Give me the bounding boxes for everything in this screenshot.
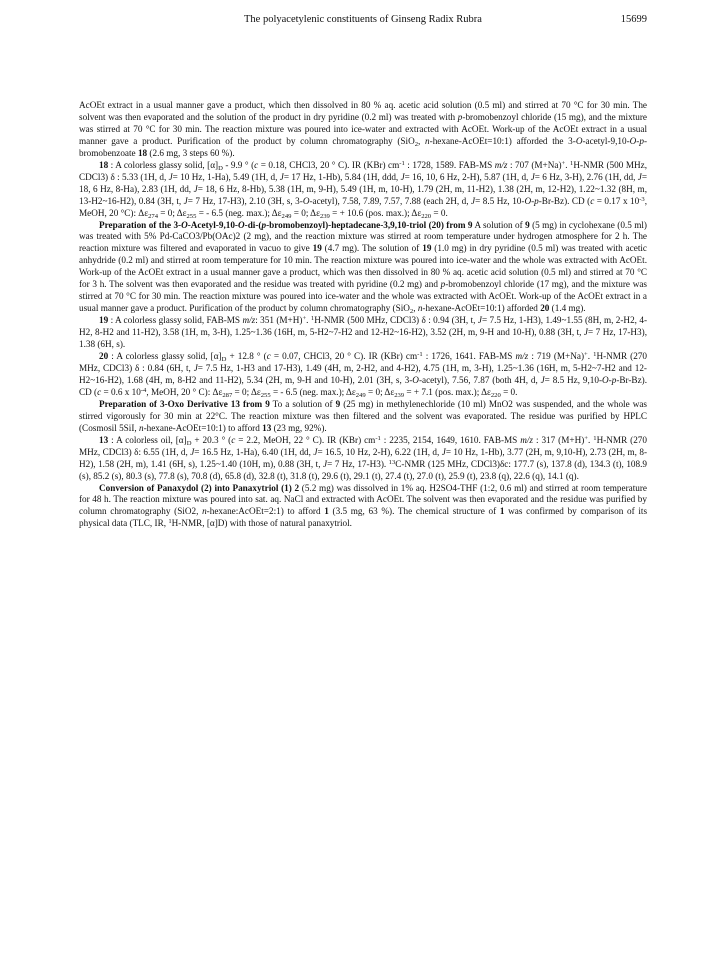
text-run: 1 xyxy=(593,434,597,442)
text-run: J xyxy=(313,446,318,457)
text-run: 255 xyxy=(260,391,271,399)
text-run: -bromobenzoyl)-heptadecane-3,9,10-triol (20) from 9 xyxy=(266,219,473,230)
text-run: O xyxy=(302,195,310,206)
text-run: = 2.2, MeOH, 22 ° C). IR (KBr) cm xyxy=(235,434,376,445)
text-run: = 7 Hz, 17-H3), 1.38 (6H, s). xyxy=(79,327,647,350)
text-run: c xyxy=(231,434,236,445)
text-run: -hexane-AcOEt=10:1) afforded xyxy=(422,303,541,314)
text-run: , MeOH, 20 ° C): Δε xyxy=(146,386,223,397)
text-run: C-NMR (125 MHz, CDCl3)δc: 177.7 (s), 137.8 (d), 134.3 (t), 108.9 (s), 85.2 (s), 80.3 (s), 77.8 (s), 70.8 (d), 65.8 (d), 32.8 (t), 31.8 (t), 29.6 (t), 29.1 (t), 27.4 (t), 27.0 (t), 25.9 (t), 23.8 (q), 22.6 (q), 14.1 (q). xyxy=(79,458,648,481)
text-run: J xyxy=(477,315,482,326)
text-run: 1 xyxy=(168,518,172,526)
text-run: 249 xyxy=(281,212,292,220)
text-run: = + 10.6 (pos. max.); Δε xyxy=(329,207,422,218)
text-run: -hexane-AcOEt=10:1) to afford xyxy=(143,422,263,433)
text-run: J xyxy=(193,183,198,194)
text-run: J xyxy=(183,195,188,206)
running-title: The polyacetylenic constituents of Ginseng Radix Rubra xyxy=(244,14,482,25)
text-run: (25 mg) in methylenechloride (10 ml) MnO2 was suspended, and the whole was stirred vigorously for 30 min at 22°C. The reaction mixture was then filtered and the solvent was evaporated. The residue was purified by HPLC (Cosmosil 5SiI, xyxy=(79,398,647,433)
text-run: = 7.5 Hz, 1-H3 and 17-H3), 1.49 (4H, m, 2-H2, and 4-H2), 4.75 (1H, m, 3-H), 1.25~1.36 (16H, m, 5-H2~7-H2 and 12-H2~16-H2), 1.68 (4H, m, 8-H2 and 11-H2), 5.34 (2H, m, 9-H and 10-H), 2.01 (3H, s, 3- xyxy=(79,362,647,385)
text-run: : A colorless oil, [α] xyxy=(108,434,187,445)
text-run: = 17 Hz, 1-Hb), 5.84 (1H, ddd, xyxy=(283,171,401,182)
text-run: Preparation of the 3- xyxy=(99,219,182,230)
text-run: = + 7.1 (pos. max.); Δε xyxy=(404,386,491,397)
text-run: was confirmed by comparison of its physical data (TLC, IR, xyxy=(79,506,648,529)
text-run: -bromobenzoate xyxy=(79,135,648,158)
text-run: - xyxy=(608,374,612,385)
text-run: J xyxy=(530,171,535,182)
text-run: 18 xyxy=(137,147,148,158)
text-run: = - 6.5 (neg. max.); Δε xyxy=(196,207,282,218)
text-run: 2 xyxy=(409,308,414,316)
text-run: (2.6 mg, 3 steps 60 %). xyxy=(147,147,235,158)
text-run: -3 xyxy=(639,195,645,203)
text-run: J xyxy=(193,362,198,373)
text-run: , xyxy=(413,303,418,314)
text-run: p xyxy=(639,135,644,146)
text-run: J xyxy=(168,171,173,182)
paragraph-preparation-20 xyxy=(79,220,647,316)
text-run: 13 xyxy=(388,458,396,466)
text-run: Conversion of Panaxydol (2) into Panaxytriol (1) xyxy=(99,482,292,493)
text-run: 287 xyxy=(222,391,233,399)
paragraph-ester-18-synthesis xyxy=(79,100,647,160)
text-run: 220 xyxy=(421,212,432,220)
text-run: , MeOH, 20 °C): Δε xyxy=(79,195,647,218)
text-run: m/z xyxy=(242,315,256,326)
text-run: (5 mg) in cyclohexane (0.5 ml) was treated with 5% Pd-CaCO3/Pb(OAc)2 (2 mg), and the reaction mixture was stirred at room temperature under hydrogen atmosphere for 2 h. The reaction mixture was filtered and evaporated in vacuo to give xyxy=(79,219,647,254)
text-run: J xyxy=(279,171,284,182)
text-run: -acetyl), 7.58, 7.89, 7.57, 7.88 (each 2H, d, xyxy=(309,195,472,206)
text-run: : 707 (M+Na) xyxy=(507,159,562,170)
text-run: To a solution of xyxy=(269,398,336,409)
paragraph-compound-19-data xyxy=(79,315,647,351)
text-run: = 16.5, 10 Hz, 2-H), 6.22 (1H, d, xyxy=(317,446,442,457)
text-run: : 2235, 2154, 1649, 1610. FAB-MS xyxy=(380,434,521,445)
text-run: -hexane-AcOEt=10:1) afforded the 3- xyxy=(429,135,576,146)
text-run: (5.2 mg) was dissolved in 1% aq. H2SO4-THF (1:2, 0.6 ml) and stirred at room temperature for 48 h. The reaction mixture was poured into sat. aq. NaCl and extracted with AcOEt. The solvent was then evaporated and the residue was purified by column chromatography (SiO2, xyxy=(79,482,647,517)
text-run: 239 xyxy=(319,212,330,220)
text-run: : A colorless glassy solid, [α] xyxy=(108,351,222,362)
text-run: (3.5 mg, 63 %). The chemical structure of xyxy=(328,506,500,517)
text-run: -di-( xyxy=(244,219,262,230)
text-run: 9 xyxy=(335,398,341,409)
paragraph-compound-18-data xyxy=(79,160,647,220)
text-run: = 0; Δε xyxy=(232,386,261,397)
text-run: 1 xyxy=(310,315,315,323)
text-run: 13 xyxy=(99,434,109,445)
text-run: O xyxy=(524,195,532,206)
text-run: = 0.6 x 10 xyxy=(101,386,141,397)
text-run: -Acetyl-9,10- xyxy=(187,219,238,230)
text-run: m/z xyxy=(520,434,533,445)
text-run: : A colorless glassy solid, [α] xyxy=(108,159,219,170)
text-run: = 0; Δε xyxy=(158,207,187,218)
text-run: = 7.5 Hz, 1-H3), 1.49~1.55 (8H, m, 2-H2, 4-H2, 8-H2 and 11-H2), 3.58 (1H, m, 3-H), 1.25~1.36 (16H, m, 5-H2~7-H2 and 12-H2~16-H2), 3.52 (2H, m, 9-H and 10-H), 0.88 (3H, t, xyxy=(79,315,648,338)
text-run: n xyxy=(138,422,144,433)
text-run: 2 xyxy=(294,482,300,493)
text-run: J xyxy=(323,458,328,469)
text-run: O xyxy=(412,374,419,385)
text-run: O xyxy=(181,219,188,230)
text-run: m/z xyxy=(494,159,508,170)
text-run: + xyxy=(302,315,307,323)
text-run: n xyxy=(202,506,207,517)
text-run: -Br-Bz). CD ( xyxy=(79,374,647,397)
text-run: -1 xyxy=(375,434,381,442)
text-run: = 0. xyxy=(431,207,448,218)
text-run: 19 xyxy=(422,243,432,254)
paragraph-preparation-13 xyxy=(79,399,647,435)
text-run: 9 xyxy=(525,219,530,230)
paragraph-compound-20-data xyxy=(79,351,647,399)
text-run: = 0.07, CHCl3, 20 ° C). IR (KBr) cm xyxy=(270,351,418,362)
text-run: H-NMR, [α]D) with those of natural panaxytriol. xyxy=(171,518,352,529)
text-run: n xyxy=(425,135,430,146)
text-run: D xyxy=(221,356,227,364)
text-run: : 317 (M+H) xyxy=(533,434,585,445)
text-run: 13 xyxy=(262,422,272,433)
text-run: 1 xyxy=(593,351,597,359)
text-run: O xyxy=(602,374,609,385)
text-run: = 16, 10, 6 Hz, 2-H), 5.87 (1H, d, xyxy=(404,171,531,182)
text-run: (1.4 mg). xyxy=(549,303,586,314)
text-run: = 0; Δε xyxy=(291,207,320,218)
text-run: A solution of xyxy=(472,219,526,230)
text-run: J xyxy=(637,171,642,182)
text-run: = 16.5 Hz, 1-Ha), 6.40 (1H, dd, xyxy=(194,446,314,457)
text-run: c xyxy=(266,351,271,362)
article-body xyxy=(79,100,647,530)
text-run: = 18, 6 Hz, 8-Hb), 5.38 (1H, m, 9-H), 5.49 (1H, m, 10-H), 1.79 (2H, m, 11-H2), 1.38 (2H, m, 12-H2), 1.22~1.32 (8H, m, 13-H2~16-H2), 0.84 (3H, t, xyxy=(79,183,648,206)
text-run: -Br-Bz). CD ( xyxy=(538,195,591,206)
text-run: 1 xyxy=(570,159,574,167)
text-run: - xyxy=(636,135,640,146)
text-run: 20 xyxy=(99,351,109,362)
text-run: = 0.18, CHCl3, 20 ° C). IR (KBr) cm xyxy=(258,159,400,170)
text-run: : 351 (M+H) xyxy=(255,315,303,326)
text-run: + xyxy=(561,159,566,167)
text-run: = 0. xyxy=(500,386,518,397)
text-run: -bromobenzoyl chloride (17 mg), and the mixture was stirred at 70 °C for 30 min. The reaction mixture was poured into ice-water and the whole was extracted with AcOEt. Work-up of the AcOEt extract in a usual manner gave a product. Purification of the product by column chromatography (SiO xyxy=(79,279,647,314)
text-run: -acetyl-9,10- xyxy=(582,135,630,146)
text-run: J xyxy=(190,446,195,457)
text-run: = 10 Hz, 1-Ha), 5.49 (1H, d, xyxy=(172,171,280,182)
text-run: + 12.8 ° ( xyxy=(226,351,267,362)
text-run: 19 xyxy=(312,243,322,254)
text-run: 20 xyxy=(540,303,550,314)
text-run: c xyxy=(97,386,102,397)
text-run: 1 xyxy=(499,506,505,517)
text-run: D xyxy=(218,164,223,172)
text-run: -1 xyxy=(417,351,423,359)
text-run: c xyxy=(254,159,259,170)
text-run: + xyxy=(584,434,589,442)
text-run: J xyxy=(441,446,446,457)
text-run: = 18, 6 Hz, 8-Ha), 2.83 (1H, dd, xyxy=(79,171,648,194)
text-run: 18 xyxy=(99,159,109,170)
running-header xyxy=(79,14,647,30)
text-run: p xyxy=(457,111,463,122)
text-run: p xyxy=(261,219,267,230)
text-run: H-NMR (270 MHz, CDCl3) δ : 0.84 (6H, t, xyxy=(79,351,648,373)
text-run: = 6 Hz, 3-H), 2.76 (1H, dd, xyxy=(534,171,638,182)
paragraph-conversion-panaxydol xyxy=(79,483,647,531)
text-run: = 0.17 x 10 xyxy=(594,195,640,206)
text-run: 239 xyxy=(394,391,405,399)
text-run: = 8.5 Hz, 10- xyxy=(475,195,525,206)
text-run: O xyxy=(238,219,245,230)
text-run: -acetyl), 7.56, 7.87 (both 4H, d, xyxy=(418,374,541,385)
text-run: : 719 (M+Na) xyxy=(528,351,585,362)
text-run: -4 xyxy=(140,386,147,394)
text-run: n xyxy=(417,303,423,314)
text-run: 19 xyxy=(99,315,109,326)
text-run: 1 xyxy=(324,506,329,517)
text-run: = 7 Hz, 17-H3). xyxy=(327,458,389,469)
text-run: (1.0 mg) in dry pyridine (0.5 ml) was treated with acetic anhydride (0.2 ml) and stirred at room temperature for 10 min. The reaction mixture was poured into ice-water and the whole was extracted with AcOEt. Work-up of the AcOEt extract in a usual manner gave a product, which was then dissolved in 80 % aq. acetic acid solution (0.5 ml) and stirred at 70 °C for 3 h. The solvent was then evaporated and the residue was treated with pyridine (0.2 mg) and xyxy=(79,243,647,290)
text-run: = 7 Hz, 17-H3), 2.10 (3H, s, 3- xyxy=(187,195,303,206)
text-run: . xyxy=(588,434,594,445)
text-run: . xyxy=(565,159,571,170)
text-run: -1 xyxy=(399,159,405,167)
text-run: Preparation of 3-Oxo Derivative 13 from 9 xyxy=(99,398,270,409)
text-run: c xyxy=(590,195,595,206)
text-run: : A colorless glassy solid, FAB-MS xyxy=(108,315,243,326)
text-run: m/z xyxy=(515,351,529,362)
text-run: . xyxy=(587,351,594,362)
text-run: = 10 Hz, 1-Hb), 3.77 (2H, m, 9,10-H), 2.73 (2H, m, 8-H2), 1.58 (2H, m), 1.41 (6H, s), 1.25~1.40 (10H, m), 0.88 (3H, t, xyxy=(79,446,648,469)
text-run: = 8.5 Hz, 9,10- xyxy=(544,374,603,385)
paragraph-compound-13-data xyxy=(79,435,647,483)
text-run: 2 xyxy=(414,140,419,148)
text-run: p xyxy=(534,195,539,206)
text-run: H-NMR (270 MHz, CDCl3) δ: 6.55 (1H, d, xyxy=(79,434,647,457)
text-run: H-NMR (500 MHz, CDCl3) δ : 5.33 (1H, d, xyxy=(79,159,648,182)
text-run: - 9.9 ° ( xyxy=(222,159,255,170)
text-run: . xyxy=(306,315,311,326)
text-run: -hexane:AcOEt=2:1) to afford xyxy=(206,506,325,517)
text-run: O xyxy=(629,135,637,146)
text-run: H-NMR (500 MHz, CDCl3) δ : 0.94 (3H, t, xyxy=(314,315,478,326)
text-run: : 1726, 1641. FAB-MS xyxy=(422,351,516,362)
text-run: : 1728, 1589. FAB-MS xyxy=(404,159,495,170)
text-run: , xyxy=(418,135,426,146)
text-run: 274 xyxy=(148,212,158,220)
text-run: J xyxy=(400,171,405,182)
page-number: 15699 xyxy=(620,14,647,25)
text-run: p xyxy=(440,279,446,290)
text-run: 255 xyxy=(186,212,197,220)
text-run: (23 mg, 92%). xyxy=(271,422,327,433)
text-run: -bromobenzoyl chloride (15 mg), and the mixture was stirred at 70 °C for 30 min. The reaction mixture was poured into ice-water and extracted with AcOEt. Work-up of the AcOEt extract in a usual manner gave a product. Purification of the product by column chromatography (SiO xyxy=(79,111,647,146)
text-run: = - 6.5 (neg. max.); Δε xyxy=(270,386,356,397)
text-run: J xyxy=(583,327,588,338)
text-run: + 20.3 ° ( xyxy=(191,434,232,445)
text-run: - xyxy=(531,195,535,206)
text-run: D xyxy=(186,439,192,447)
text-run: + xyxy=(584,351,588,359)
text-run: AcOEt extract in a usual manner gave a product, which then dissolved in 80 % aq. acetic acid solution (0.5 ml) and stirred at 70 °C for 30 min. The solvent was then evaporated and the solution of the product in dry pyridine (0.2 ml) was treated with xyxy=(79,100,647,122)
text-run: 249 xyxy=(355,391,366,399)
text-run: J xyxy=(471,195,476,206)
text-run: O xyxy=(575,135,583,146)
text-run: J xyxy=(540,374,545,385)
text-run: = 0; Δε xyxy=(365,386,395,397)
text-run: p xyxy=(611,374,617,385)
text-run: (4.7 mg). The solution of xyxy=(321,243,423,254)
text-run: 220 xyxy=(490,391,501,399)
